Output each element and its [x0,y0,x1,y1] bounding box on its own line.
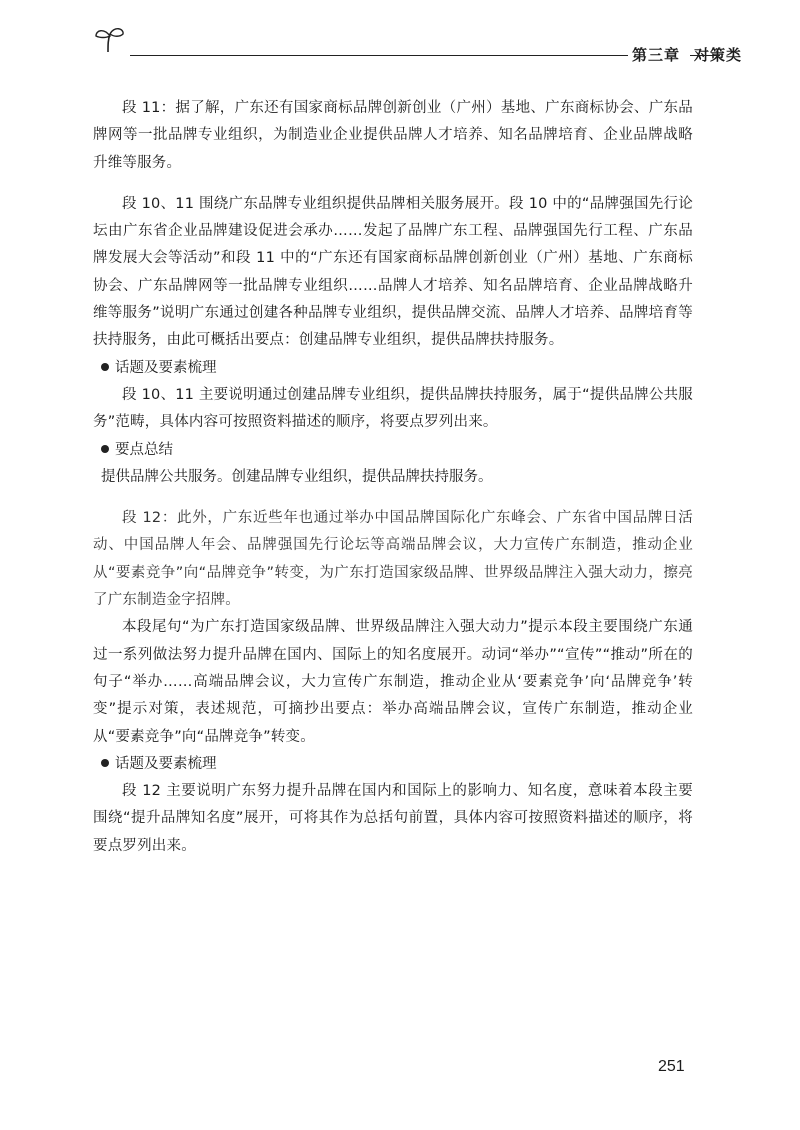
paragraph-12: 段 12：此外，广东近些年也通过举办中国品牌国际化广东峰会、广东省中国品牌日活动、中国品牌人年会、品牌强国先行论坛等高端品牌会议，大力宣传广东制造，推动企业从“要素竞争”向“品牌竞争”转变，为广东打造国家级品牌、世界级品牌注入强大动力，擦亮了广东制造金字招牌。 [93,510,693,609]
analysis-12: 本段尾句“为广东打造国家级品牌、世界级品牌注入强大动力”提示本段主要围绕广东通过一系列做法努力提升品牌在国内、国际上的知名度展开。动词“举办”“宣传”“推动”所在的句子“举办……高端品牌会议，大力宣传广东制造，推动企业从‘要素竞争’向‘品牌竞争’转变”提示对策，表述规范，可摘抄出要点：举办高端品牌会议，宣传广东制造，推动企业从“要素竞争”向“品牌竞争”转变。 [93,619,693,745]
bullet-icon [101,363,109,371]
page-number: 251 [658,1058,685,1075]
chapter-name: 对策类 [694,46,743,64]
section-heading-summary [93,437,693,464]
key-points-summary: 提供品牌公共服务。创建品牌专业组织，提供品牌扶持服务。 [101,468,493,485]
header-rule-right [690,55,720,56]
heading-text: 话题及要素梳理 [115,359,217,376]
page-body [93,95,693,860]
topic-summary-10-11: 段 10、11 主要说明通过创建品牌专业组织，提供品牌扶持服务，属于“提供品牌公共服务”范畴，具体内容可按照资料描述的顺序，将要点罗列出来。 [93,386,693,431]
heading-text: 话题及要素梳理 [115,755,217,772]
sprout-logo-icon [90,26,130,56]
section-heading-topic-2 [93,751,693,778]
header-rule [130,55,628,56]
section-heading-topic [93,355,693,382]
bullet-icon [101,759,109,767]
paragraph-11: 段 11：据了解，广东还有国家商标品牌创新创业（广州）基地、广东商标协会、广东品牌网等一批品牌专业组织，为制造业企业提供品牌人才培养、知名品牌培育、企业品牌战略升维等服务。 [93,100,693,171]
chapter-label: 第三章 [632,46,681,64]
topic-summary-12: 段 12 主要说明广东努力提升品牌在国内和国际上的影响力、知名度，意味着本段主要围绕“提升品牌知名度”展开，可将其作为总括句前置，具体内容可按照资料描述的顺序，将要点罗列出来。 [93,783,693,854]
analysis-10-11: 段 10、11 围绕广东品牌专业组织提供品牌相关服务展开。段 10 中的“品牌强国先行论坛由广东省企业品牌建设促进会承办……发起了品牌广东工程、品牌强国先行工程、广东品牌发展大会等活动”和段 11 中的“广东还有国家商标品牌创新创业（广州）基地、广东商标协会、广东品牌网等一批品牌专业组织……品牌人才培养、知名品牌培育、企业品牌战略升维等服务”说明广东通过创建各种品牌专业组织，提供品牌交流、品牌人才培养、品牌培育等扶持服务，由此可概括出要点：创建品牌专业组织，提供品牌扶持服务。 [93,195,693,349]
running-header [70,26,743,66]
heading-text: 要点总结 [115,441,173,458]
bullet-icon [101,445,109,453]
